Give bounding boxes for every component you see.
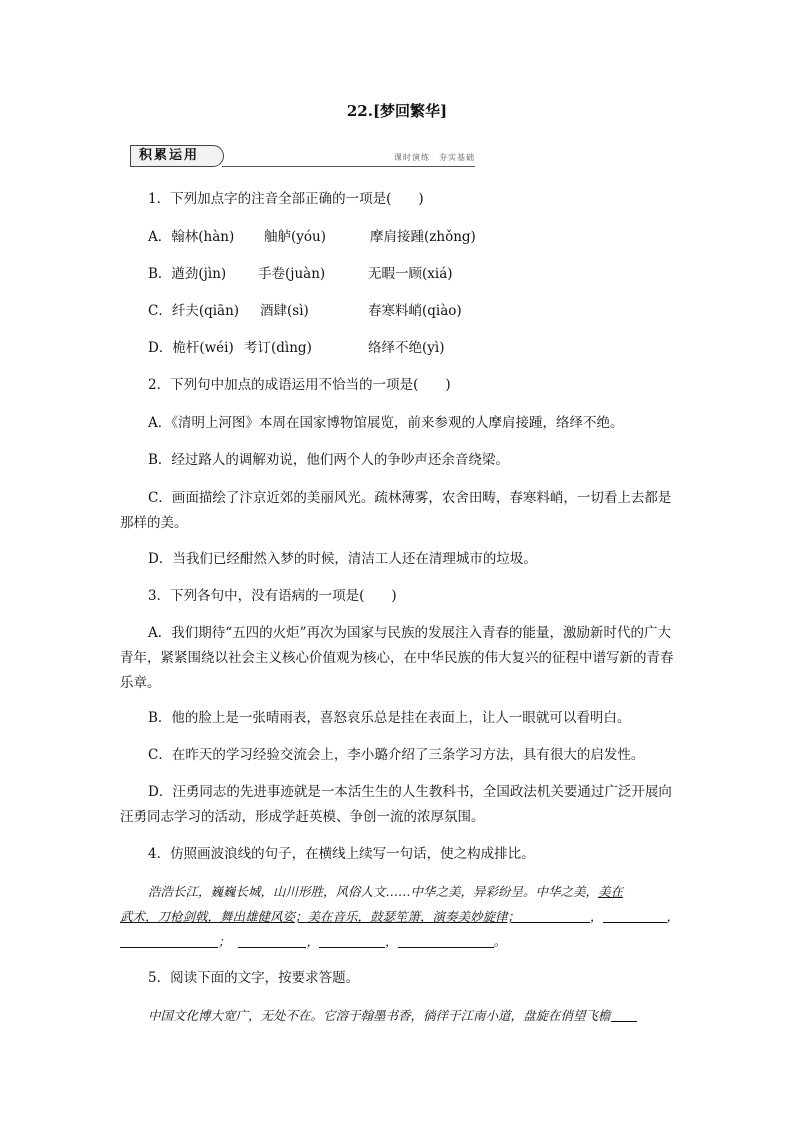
q4-material-line2: 武术，刀枪剑戟，舞出雄健风姿；美在音乐，鼓瑟笙箫，演奏美妙旋律； ， ，	[120, 909, 680, 924]
q3-option-b: B．他的脸上是一张晴雨表，喜怒哀乐总是挂在表面上，让人一眼就可以看明白。	[148, 710, 631, 726]
q3-stem: 3．下列各句中，没有语病的一项是( )	[148, 588, 397, 604]
section-banner	[130, 145, 475, 169]
q1-option-b-col3: 无暇一顾(xiá)	[368, 266, 453, 282]
q1-option-c-col2: 酒肆(sì)	[260, 303, 309, 319]
q5-passage-text: 中国文化博大宽广，无处不在。它溶于翰墨书香，徜徉于江南小道，盘旋在俏望飞檐	[148, 1008, 611, 1023]
q4-wavy-start: 美在	[598, 884, 624, 899]
q4-answer-blank-5[interactable]	[319, 933, 385, 948]
q2-option-a: A．《清明上河图》本周在国家博物馆展览，前来参观的人摩肩接踵，络绎不绝。	[148, 415, 624, 431]
q1-stem: 1．下列加点字的注音全部正确的一项是( )	[148, 191, 424, 207]
section-subtitle: 课时演练 夯实基础	[394, 153, 475, 162]
q3-option-d: D．汪勇同志的先进事迹就是一本活生生的人生教科书，全国政法机关要通过广泛开展向汪勇同志学习的活动，形成学赶英模、争创一流的浓厚氛围。	[120, 784, 672, 825]
q2-option-d: D．当我们已经酣然入梦的时候，清洁工人还在清理城市的垃圾。	[148, 551, 537, 567]
q1-option-a-col1: A．翰林(hàn)	[148, 229, 235, 245]
q3-option-c: C．在昨天的学习经验交流会上，李小璐介绍了三条学习方法，具有很大的启发性。	[148, 747, 645, 763]
q1-option-d-col3: 络绎不绝(yì)	[368, 340, 445, 356]
q4-answer-blank-6[interactable]	[398, 933, 494, 948]
banner-divider	[222, 166, 475, 167]
q4-wavy-sentence-1: 武术，刀枪剑戟，舞出雄健风姿；	[120, 909, 308, 924]
q4-answer-blank-2[interactable]	[603, 908, 667, 923]
q1-option-a-col2: 舳舻(yóu)	[264, 229, 326, 245]
q4-stem: 4．仿照画波浪线的句子，在横线上续写一句话，使之构成排比。	[148, 846, 535, 862]
q4-material-plain: 浩浩长江，巍巍长城，山川形胜，风俗人文……中华之美，异彩纷呈。中华之美，	[148, 884, 599, 899]
section-label: 积累运用	[130, 145, 224, 167]
q5-passage	[148, 1003, 637, 1028]
page-title: 22.[梦回繁华]	[346, 102, 448, 120]
q4-answer-blank-1[interactable]	[520, 908, 590, 923]
q1-option-b-col2: 手卷(juàn)	[258, 266, 326, 282]
q4-answer-blank-3[interactable]	[120, 933, 218, 948]
q1-option-d-col2: 考订(dìng)	[244, 340, 312, 356]
q4-wavy-sentence-2: 美在音乐，鼓瑟笙箫，演奏美妙旋律；	[307, 909, 521, 924]
q5-answer-blank[interactable]	[611, 1007, 637, 1022]
q1-option-d-col1: D．桅杆(wéi)	[148, 340, 234, 356]
q2-stem: 2．下列句中加点的成语运用不恰当的一项是( )	[148, 377, 451, 393]
q1-option-a-col3: 摩肩接踵(zhǒng)	[370, 229, 476, 245]
q4-material-line1	[148, 879, 623, 904]
q2-option-c: C．画面描绘了汴京近郊的美丽风光。疏林薄雾，农舍田畴，春寒料峭，一切看上去都是那样的美。	[120, 490, 672, 531]
q3-option-a: A．我们期待“五四的火炬”再次为国家与民族的发展注入青春的能量，激励新时代的广大青年，紧紧围绕以社会主义核心价值观为核心，在中华民族的伟大复兴的征程中谱写新的青春乐章。	[120, 625, 674, 691]
q4-material-line3: ； ， ， 。	[120, 929, 506, 954]
q5-stem: 5．阅读下面的文字，按要求答题。	[148, 970, 360, 986]
q4-answer-blank-4[interactable]	[238, 933, 306, 948]
q1-option-c-col3: 春寒料峭(qiào)	[368, 303, 462, 319]
q2-option-b: B．经过路人的调解劝说，他们两个人的争吵声还余音绕梁。	[148, 452, 509, 468]
q1-option-b-col1: B．遒劲(jìn)	[148, 266, 227, 282]
q1-option-c-col1: C．纤夫(qiān)	[148, 303, 240, 319]
